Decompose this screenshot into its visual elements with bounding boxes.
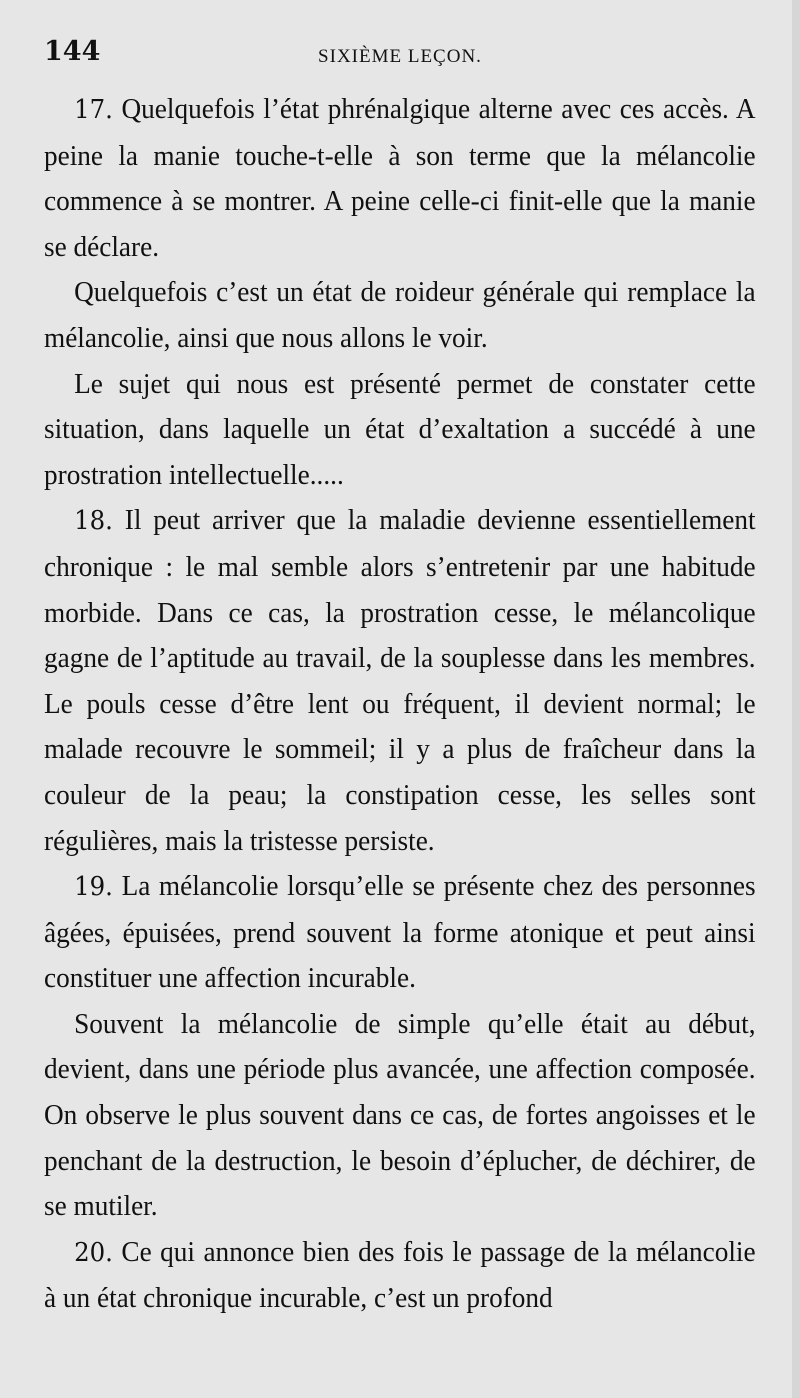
page-header: [44, 36, 756, 76]
paragraph-number: 20.: [74, 1237, 113, 1268]
paragraph-19: [44, 864, 756, 1002]
paragraph-text: La mélancolie lorsqu’elle se présente chez des personnes âgées, épuisées, prend souvent la forme atonique et peut ainsi constituer une affection incurable.: [44, 870, 756, 995]
paragraph-roideur: [44, 270, 756, 361]
paragraph-sujet: [44, 362, 756, 499]
paragraph-number: 17.: [74, 95, 113, 125]
paragraph-souvent: [44, 1002, 756, 1230]
page-number: 144: [44, 36, 101, 67]
paragraph-20: [44, 1230, 756, 1322]
paragraph-number: 18.: [74, 506, 113, 537]
paragraph-text: Il peut arriver que la maladie devienne essentiellement chronique : le mal semble alors s’entretenir par une habitude morbide. Dans ce cas, la prostration cesse, le mélancolique gagne de l’aptitude au travail, de la souplesse dans les membres. Le pouls cesse d’être lent ou fréquent, il devient normal; le malade recouvre le sommeil; il y a plus de fraîcheur dans la couleur de la peau; la constipation cesse, les selles sont régulières, mais la tristesse persiste.: [44, 504, 756, 857]
running-head: SIXIÈME LEÇON.: [318, 46, 482, 67]
page-body: [44, 87, 756, 1322]
paragraph-text: Le sujet qui nous est présenté permet de constater cette situation, dans laquelle un état d’exaltation a succédé à une prostration intellectuelle.....: [44, 367, 756, 491]
paragraph-text: Souvent la mélancolie de simple qu’elle était au début, devient, dans une période plus avancée, une affection composée. On observe le plus souvent dans ce cas, de fortes angoisses et le penchant de la destruction, le besoin d’éplucher, de déchirer, de se mutiler.: [44, 1007, 756, 1223]
paragraph-text: Ce qui annonce bien des fois le passage de la mélancolie à un état chronique incurable, c’est un profond: [44, 1235, 756, 1315]
paragraph-text: Quelquefois l’état phrénalgique alterne avec ces accès. A peine la manie touche-t-elle à son terme que la mélancolie commence à se montrer. A peine celle-ci finit-elle que la manie se déclare.: [44, 93, 756, 263]
paragraph-17: [44, 87, 756, 270]
paragraph-text: Quelquefois c’est un état de roideur générale qui remplace la mélancolie, ainsi que nous allons le voir.: [44, 276, 756, 354]
paragraph-18: [44, 498, 756, 864]
paragraph-number: 19.: [74, 872, 113, 903]
